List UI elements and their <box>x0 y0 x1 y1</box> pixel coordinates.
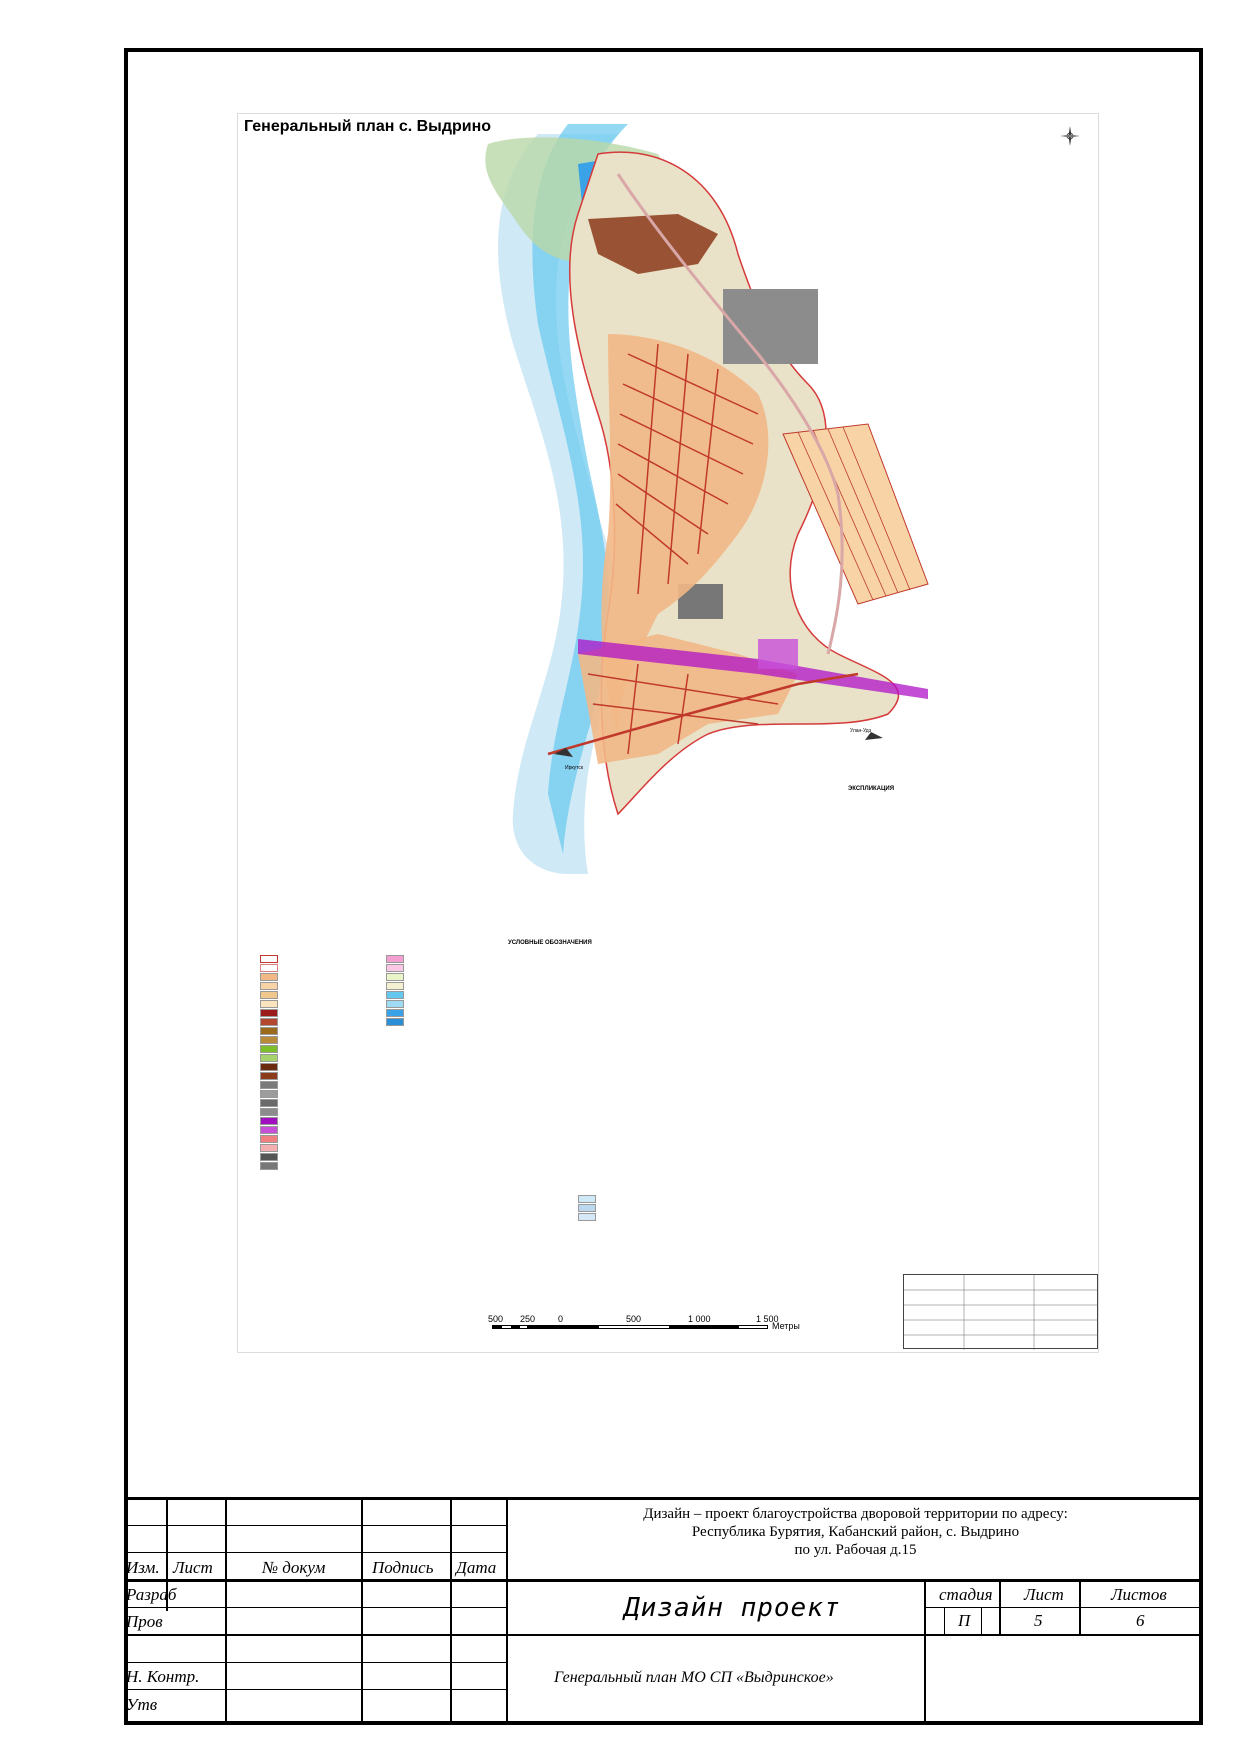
scale-label: 500 <box>626 1314 642 1324</box>
header-date: Дата <box>456 1558 497 1577</box>
project-description-line: по ул. Рабочая д.15 <box>794 1542 917 1558</box>
role-approver: Утв <box>126 1695 158 1714</box>
project-description <box>508 1505 1203 1559</box>
header-izm: Изм. <box>126 1558 160 1577</box>
master-plan-map <box>237 113 1099 1353</box>
scale-label: 0 <box>558 1314 564 1324</box>
scale-label: 1 000 <box>688 1314 711 1324</box>
transport-node <box>758 639 798 669</box>
map-title: Генеральный план с. Выдрино <box>244 118 492 135</box>
header-signature: Подпись <box>372 1558 434 1577</box>
sheet-header: Лист <box>1024 1585 1064 1604</box>
legend-column-4 <box>578 1194 596 1221</box>
title-block <box>124 1497 1203 1725</box>
header-doc-no: № докум <box>262 1558 326 1577</box>
role-checker: Пров <box>126 1612 163 1631</box>
map-graphic <box>238 114 1099 874</box>
sheet-name: Генеральный план МО СП «Выдринское» <box>554 1669 834 1686</box>
sheets-value: 6 <box>1136 1611 1145 1630</box>
industrial-zone <box>723 289 818 364</box>
road-label-right: Улан-Удэ <box>850 728 872 734</box>
road-label-left: Иркутск <box>565 765 584 771</box>
sheet-value: 5 <box>1034 1611 1043 1630</box>
scale-unit: Метры <box>772 1321 800 1331</box>
project-description-line: Республика Бурятия, Кабанский район, с. Выдрино <box>691 1524 1020 1540</box>
scale-label: 500 <box>488 1314 504 1324</box>
stage-header: стадия <box>939 1585 993 1604</box>
role-norm-control: Н. Контр. <box>126 1667 200 1686</box>
legend-column-2 <box>386 954 404 1026</box>
map-stamp <box>903 1274 1098 1349</box>
legend-heading: УСЛОВНЫЕ ОБОЗНАЧЕНИЯ <box>508 940 592 946</box>
header-list: Лист <box>173 1558 213 1577</box>
stage-value: П <box>958 1611 971 1630</box>
design-label: Дизайн проект <box>624 1593 841 1623</box>
role-developer: Разраб <box>126 1585 177 1604</box>
project-description-line: Дизайн – проект благоустройства дворовой территории по адресу: <box>643 1506 1068 1522</box>
scale-label: 250 <box>520 1314 536 1324</box>
legend-column-1 <box>260 954 278 1170</box>
explication-heading: ЭКСПЛИКАЦИЯ <box>848 786 895 792</box>
scale-label: 1 500 <box>756 1314 779 1324</box>
sheets-header: Листов <box>1111 1585 1167 1604</box>
scale-bar <box>488 1314 800 1331</box>
